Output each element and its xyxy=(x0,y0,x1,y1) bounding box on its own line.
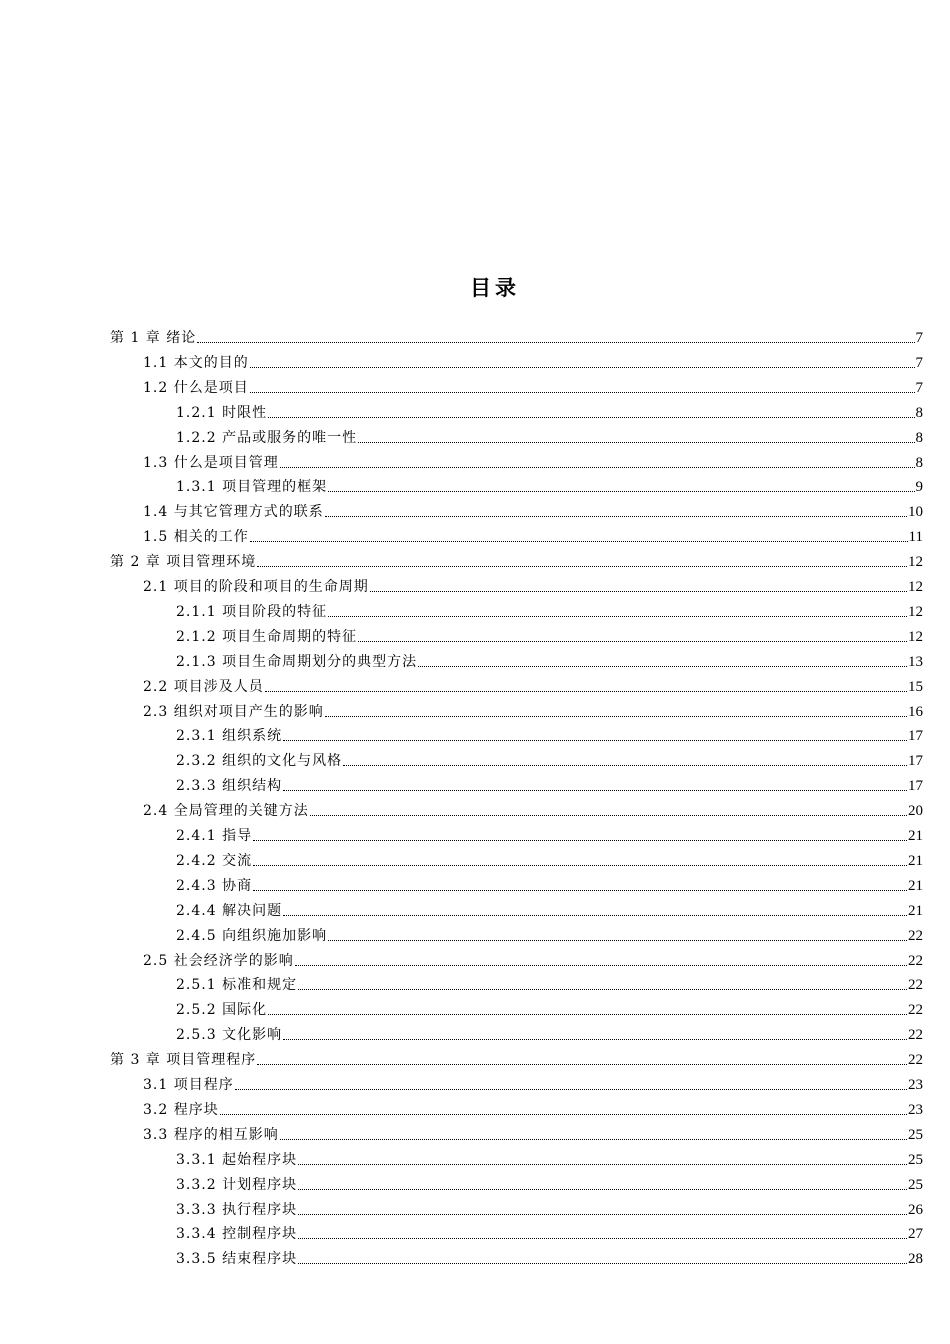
toc-entry[interactable] xyxy=(176,721,923,745)
dot-leader xyxy=(343,764,907,766)
toc-entry-page-number: 12 xyxy=(908,554,923,571)
toc-entry[interactable] xyxy=(143,1120,923,1144)
toc-entry-label: 2.1.1 项目阶段的特征 xyxy=(176,603,328,620)
toc-entry-page-number: 23 xyxy=(908,1077,923,1093)
toc-entry[interactable] xyxy=(143,572,923,596)
toc-entry[interactable] xyxy=(176,398,923,422)
toc-entry[interactable] xyxy=(176,1020,923,1044)
toc-entry-label: 2.3.1 组织系统 xyxy=(176,728,283,745)
toc-entry-label: 1.2 什么是项目 xyxy=(143,379,249,396)
toc-entry-label: 3.3.2 计划程序块 xyxy=(176,1176,298,1193)
toc-entry-label: 1.1 本文的目的 xyxy=(143,354,249,371)
dot-leader xyxy=(283,914,907,916)
toc-entry-label: 2.3 组织对项目产生的影响 xyxy=(143,703,324,720)
toc-entry-page-number: 8 xyxy=(915,404,923,421)
dot-leader xyxy=(235,1088,907,1090)
toc-entry[interactable] xyxy=(143,1070,923,1094)
toc-entry-label: 3.3.3 执行程序块 xyxy=(176,1201,298,1218)
toc-entry-page-number: 22 xyxy=(908,977,923,994)
toc-entry-page-number: 10 xyxy=(908,504,923,521)
dot-leader xyxy=(358,640,907,642)
toc-entry-page-number: 25 xyxy=(908,1176,923,1193)
toc-entry-label: 2.1 项目的阶段和项目的生命周期 xyxy=(143,579,369,595)
toc-entry[interactable] xyxy=(143,448,923,472)
toc-entry[interactable] xyxy=(143,796,923,820)
dot-leader xyxy=(328,490,914,492)
toc-entry-page-number: 27 xyxy=(908,1226,923,1243)
toc-entry[interactable] xyxy=(143,672,923,696)
toc-entry-label: 3.1 项目程序 xyxy=(143,1077,234,1093)
dot-leader xyxy=(298,1237,907,1239)
toc-entry-label: 第 3 章 项目管理程序 xyxy=(110,1052,257,1069)
toc-entry[interactable] xyxy=(143,1095,923,1119)
toc-entry-label: 3.3 程序的相互影响 xyxy=(143,1126,279,1143)
toc-entry-label: 2.4.2 交流 xyxy=(176,852,253,869)
toc-entry-page-number: 22 xyxy=(908,1052,923,1069)
toc-entry[interactable] xyxy=(176,846,923,870)
dot-leader xyxy=(283,1038,907,1040)
dot-leader xyxy=(257,565,907,567)
toc-entry[interactable] xyxy=(176,472,923,496)
toc-entry[interactable] xyxy=(176,970,923,994)
dot-leader xyxy=(418,665,907,667)
toc-entry[interactable] xyxy=(176,423,923,447)
toc-entry[interactable] xyxy=(176,597,923,621)
toc-entry[interactable] xyxy=(176,821,923,845)
toc-entry[interactable] xyxy=(143,697,923,721)
toc-entry-page-number: 20 xyxy=(908,803,923,820)
toc-entry[interactable] xyxy=(176,1145,923,1169)
toc-entry-page-number: 25 xyxy=(908,1126,923,1143)
dot-leader xyxy=(298,1188,907,1190)
dot-leader xyxy=(250,540,908,542)
toc-entry-page-number: 22 xyxy=(908,1002,923,1019)
dot-leader xyxy=(253,864,907,866)
toc-entry[interactable] xyxy=(176,921,923,945)
dot-leader xyxy=(220,1113,907,1115)
dot-leader xyxy=(283,739,907,741)
dot-leader xyxy=(280,1138,907,1140)
toc-entry-label: 1.2.1 时限性 xyxy=(176,404,268,421)
toc-entry-page-number: 13 xyxy=(908,653,923,670)
dot-leader xyxy=(325,515,907,517)
toc-entry-label: 3.3.4 控制程序块 xyxy=(176,1226,298,1243)
dot-leader xyxy=(250,366,915,368)
toc-entry-label: 1.3.1 项目管理的框架 xyxy=(176,479,328,496)
toc-entry[interactable] xyxy=(176,1170,923,1194)
toc-entry-page-number: 22 xyxy=(908,1027,923,1044)
toc-entry-page-number: 8 xyxy=(915,454,923,471)
toc-entry-page-number: 21 xyxy=(908,828,923,844)
dot-leader xyxy=(310,814,907,816)
toc-entry-label: 第 1 章 绪论 xyxy=(110,330,197,346)
toc-entry-page-number: 17 xyxy=(908,728,923,745)
toc-entry[interactable] xyxy=(143,348,923,372)
dot-leader xyxy=(295,964,907,966)
toc-entry-label: 2.5.1 标准和规定 xyxy=(176,977,298,994)
dot-leader xyxy=(298,1262,907,1264)
dot-leader xyxy=(370,590,907,592)
toc-entry-label: 2.4.1 指导 xyxy=(176,828,253,844)
toc-entry-label: 2.3.3 组织结构 xyxy=(176,778,283,795)
toc-entry-label: 2.1.2 项目生命周期的特征 xyxy=(176,628,358,645)
toc-entry-label: 2.4.3 协商 xyxy=(176,877,253,894)
toc-entry-page-number: 22 xyxy=(908,927,923,944)
toc-entry[interactable] xyxy=(176,896,923,920)
toc-entry-page-number: 17 xyxy=(908,778,923,795)
toc-entry-label: 2.3.2 组织的文化与风格 xyxy=(176,753,343,770)
dot-leader xyxy=(328,615,907,617)
toc-entry-page-number: 22 xyxy=(908,952,923,969)
toc-entry-page-number: 7 xyxy=(915,354,923,371)
toc-entry-page-number: 23 xyxy=(908,1101,923,1118)
dot-leader xyxy=(268,416,914,418)
dot-leader xyxy=(250,391,915,393)
toc-entry-page-number: 15 xyxy=(908,678,923,695)
toc-entry-label: 1.5 相关的工作 xyxy=(143,529,249,546)
toc-entry-label: 2.4.5 向组织施加影响 xyxy=(176,927,328,944)
toc-entry-page-number: 7 xyxy=(915,330,923,346)
toc-entry-page-number: 9 xyxy=(915,479,923,496)
toc-entry-page-number: 8 xyxy=(915,429,923,446)
toc-entry-page-number: 11 xyxy=(908,529,923,546)
dot-leader xyxy=(265,690,907,692)
toc-entry-page-number: 21 xyxy=(908,902,923,919)
toc-entry[interactable] xyxy=(176,771,923,795)
toc-entry-page-number: 21 xyxy=(908,877,923,894)
dot-leader xyxy=(328,939,907,941)
toc-entry-label: 3.2 程序块 xyxy=(143,1101,219,1118)
dot-leader xyxy=(298,988,907,990)
dot-leader xyxy=(268,1013,907,1015)
toc-entry-page-number: 25 xyxy=(908,1151,923,1168)
dot-leader xyxy=(298,1213,907,1215)
toc-entry[interactable] xyxy=(143,373,923,397)
toc-entry-label: 2.1.3 项目生命周期划分的典型方法 xyxy=(176,653,418,670)
toc-entry[interactable] xyxy=(176,746,923,770)
toc-entry-label: 3.3.5 结束程序块 xyxy=(176,1251,298,1268)
toc-entry-label: 2.5.2 国际化 xyxy=(176,1002,268,1019)
toc-entry[interactable] xyxy=(110,323,923,347)
toc-entry[interactable] xyxy=(176,1219,923,1243)
toc-entry-label: 2.5.3 文化影响 xyxy=(176,1027,283,1044)
toc-entry[interactable] xyxy=(176,622,923,646)
dot-leader xyxy=(298,1163,907,1165)
dot-leader xyxy=(280,466,915,468)
toc-entry-label: 1.3 什么是项目管理 xyxy=(143,454,279,471)
toc-entry-page-number: 17 xyxy=(908,753,923,770)
dot-leader xyxy=(283,789,907,791)
toc-entry-label: 2.4 全局管理的关键方法 xyxy=(143,803,309,820)
toc-entry-label: 2.2 项目涉及人员 xyxy=(143,678,264,695)
toc-entry-label: 1.2.2 产品或服务的唯一性 xyxy=(176,429,358,446)
toc-entry-page-number: 12 xyxy=(908,603,923,620)
toc-entry[interactable] xyxy=(110,547,923,571)
toc-entry[interactable] xyxy=(176,995,923,1019)
toc-entry-page-number: 26 xyxy=(908,1201,923,1218)
dot-leader xyxy=(197,341,914,343)
dot-leader xyxy=(253,839,907,841)
toc-entry-label: 2.4.4 解决问题 xyxy=(176,902,283,919)
toc-entry-label: 1.4 与其它管理方式的联系 xyxy=(143,504,324,521)
toc-title: 目录 xyxy=(470,276,520,300)
toc-entry-page-number: 16 xyxy=(908,703,923,720)
toc-entry-page-number: 28 xyxy=(908,1251,923,1268)
toc-entry[interactable] xyxy=(176,647,923,671)
toc-entry[interactable] xyxy=(110,1045,923,1069)
toc-entry[interactable] xyxy=(143,497,923,521)
dot-leader xyxy=(253,889,907,891)
dot-leader xyxy=(325,715,907,717)
toc-entry-label: 2.5 社会经济学的影响 xyxy=(143,952,294,969)
dot-leader xyxy=(358,441,914,443)
toc-entry-page-number: 12 xyxy=(908,579,923,595)
toc-entry[interactable] xyxy=(143,946,923,970)
toc-entry-page-number: 12 xyxy=(908,628,923,645)
toc-entry-label: 第 2 章 项目管理环境 xyxy=(110,554,257,571)
toc-entry[interactable] xyxy=(143,522,923,546)
toc-entry-page-number: 21 xyxy=(908,852,923,869)
toc-entry-label: 3.3.1 起始程序块 xyxy=(176,1151,298,1168)
toc-entry[interactable] xyxy=(176,871,923,895)
dot-leader xyxy=(257,1063,907,1065)
toc-entry-page-number: 7 xyxy=(915,379,923,396)
toc-entry[interactable] xyxy=(176,1195,923,1219)
toc-entry[interactable] xyxy=(176,1244,923,1268)
